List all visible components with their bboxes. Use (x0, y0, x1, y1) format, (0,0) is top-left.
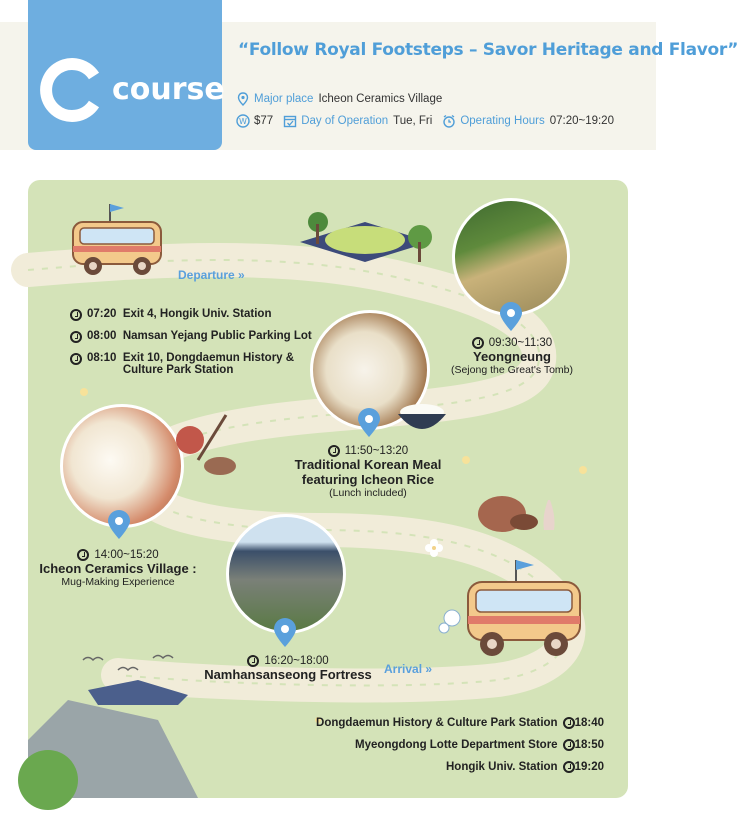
royal-tomb-illustration (290, 202, 440, 272)
destination-time: 11:50~13:20 (344, 444, 409, 457)
destination-name: Yeongneung (473, 349, 551, 364)
yeongneung-photo (452, 198, 570, 316)
hours-label: Operating Hours (460, 115, 545, 127)
map-pin-icon (356, 408, 382, 438)
departure-stop-place: Exit 10, Dongdaemun History & (122, 352, 295, 364)
course-letter-icon (42, 58, 106, 122)
major-place-label: Major place (254, 93, 314, 105)
clock-icon (247, 655, 259, 667)
map-pin-icon (106, 510, 132, 540)
destination-name: Traditional Korean Meal (294, 457, 442, 472)
departure-stop-1 (70, 308, 271, 321)
departure-stop-time: 07:20 (87, 308, 117, 320)
clock-icon (70, 353, 82, 365)
course-header (0, 22, 738, 150)
route-map (28, 180, 628, 798)
destination-ceramics-village (28, 548, 208, 588)
price-value: $77 (254, 115, 274, 127)
departure-stop-time: 08:10 (87, 352, 117, 364)
destination-time: 16:20~18:00 (264, 654, 329, 667)
clock-icon (70, 309, 82, 321)
clock-icon (563, 739, 575, 751)
location-pin-icon (236, 92, 250, 106)
destination-subtitle: (Sejong the Great's Tomb) (450, 364, 574, 376)
details-row (236, 114, 624, 128)
destination-name: Icheon Ceramics Village : (39, 561, 197, 576)
departure-stop-3 (70, 352, 294, 376)
rice-bowl-icon (392, 400, 452, 440)
return-stop-2 (355, 738, 604, 751)
clock-icon (77, 549, 89, 561)
destination-name: Namhansanseong Fortress (204, 667, 372, 682)
departure-stop-place: Namsan Yejang Public Parking Lot (122, 330, 312, 342)
flower-icon (424, 538, 444, 558)
return-stop-time: 19:20 (574, 760, 604, 773)
clock-icon (328, 445, 340, 457)
destination-name-line2: featuring Icheon Rice (301, 472, 435, 487)
destination-fortress (178, 654, 398, 682)
departure-label: Departure » (178, 268, 245, 282)
return-stop-time: 18:40 (574, 716, 604, 729)
return-stop-place: Dongdaemun History & Culture Park Station (316, 716, 558, 729)
destination-time: 14:00~15:20 (94, 548, 159, 561)
course-badge (28, 0, 225, 150)
birds-icon (78, 650, 188, 690)
namhansanseong-photo (226, 514, 346, 634)
calendar-icon (283, 114, 297, 128)
alarm-clock-icon (442, 114, 456, 128)
clock-icon (70, 331, 82, 343)
departure-stop-place-line2: Culture Park Station (122, 364, 234, 376)
svg-text:W: W (239, 117, 247, 126)
course-word: course (112, 72, 225, 107)
tour-bus-arrival-icon (438, 558, 588, 668)
pottery-jars-icon (472, 486, 562, 536)
destination-time: 09:30~11:30 (488, 336, 553, 349)
tour-bus-departure-icon (68, 202, 168, 282)
clock-icon (563, 717, 575, 729)
map-pin-icon (498, 302, 524, 332)
return-stop-3 (446, 760, 604, 773)
arrival-label: Arrival » (384, 662, 433, 676)
destination-yeongneung (442, 336, 582, 376)
currency-icon (236, 114, 250, 128)
clock-icon (563, 761, 575, 773)
hours-value: 07:20~19:20 (549, 115, 614, 127)
destination-subtitle: (Lunch included) (329, 487, 407, 499)
clock-icon (472, 337, 484, 349)
course-slogan: “Follow Royal Footsteps – Savor Heritage and Flavor” (238, 40, 738, 60)
return-stop-time: 18:50 (574, 738, 604, 751)
departure-stop-2 (70, 330, 312, 343)
departure-stop-place: Exit 4, Hongik Univ. Station (122, 308, 272, 320)
return-stop-place: Myeongdong Lotte Department Store (355, 738, 558, 751)
map-pin-icon (272, 618, 298, 648)
destination-korean-meal (278, 444, 458, 499)
pottery-decoration-icon (168, 410, 238, 480)
major-place-row (236, 92, 452, 106)
return-stop-1 (316, 716, 604, 729)
departure-stop-time: 08:00 (87, 330, 117, 342)
destination-subtitle: Mug-Making Experience (61, 576, 175, 588)
day-value: Tue, Fri (393, 115, 433, 127)
major-place-value: Icheon Ceramics Village (318, 93, 443, 105)
day-label: Day of Operation (301, 115, 389, 127)
return-stop-place: Hongik Univ. Station (445, 760, 558, 773)
